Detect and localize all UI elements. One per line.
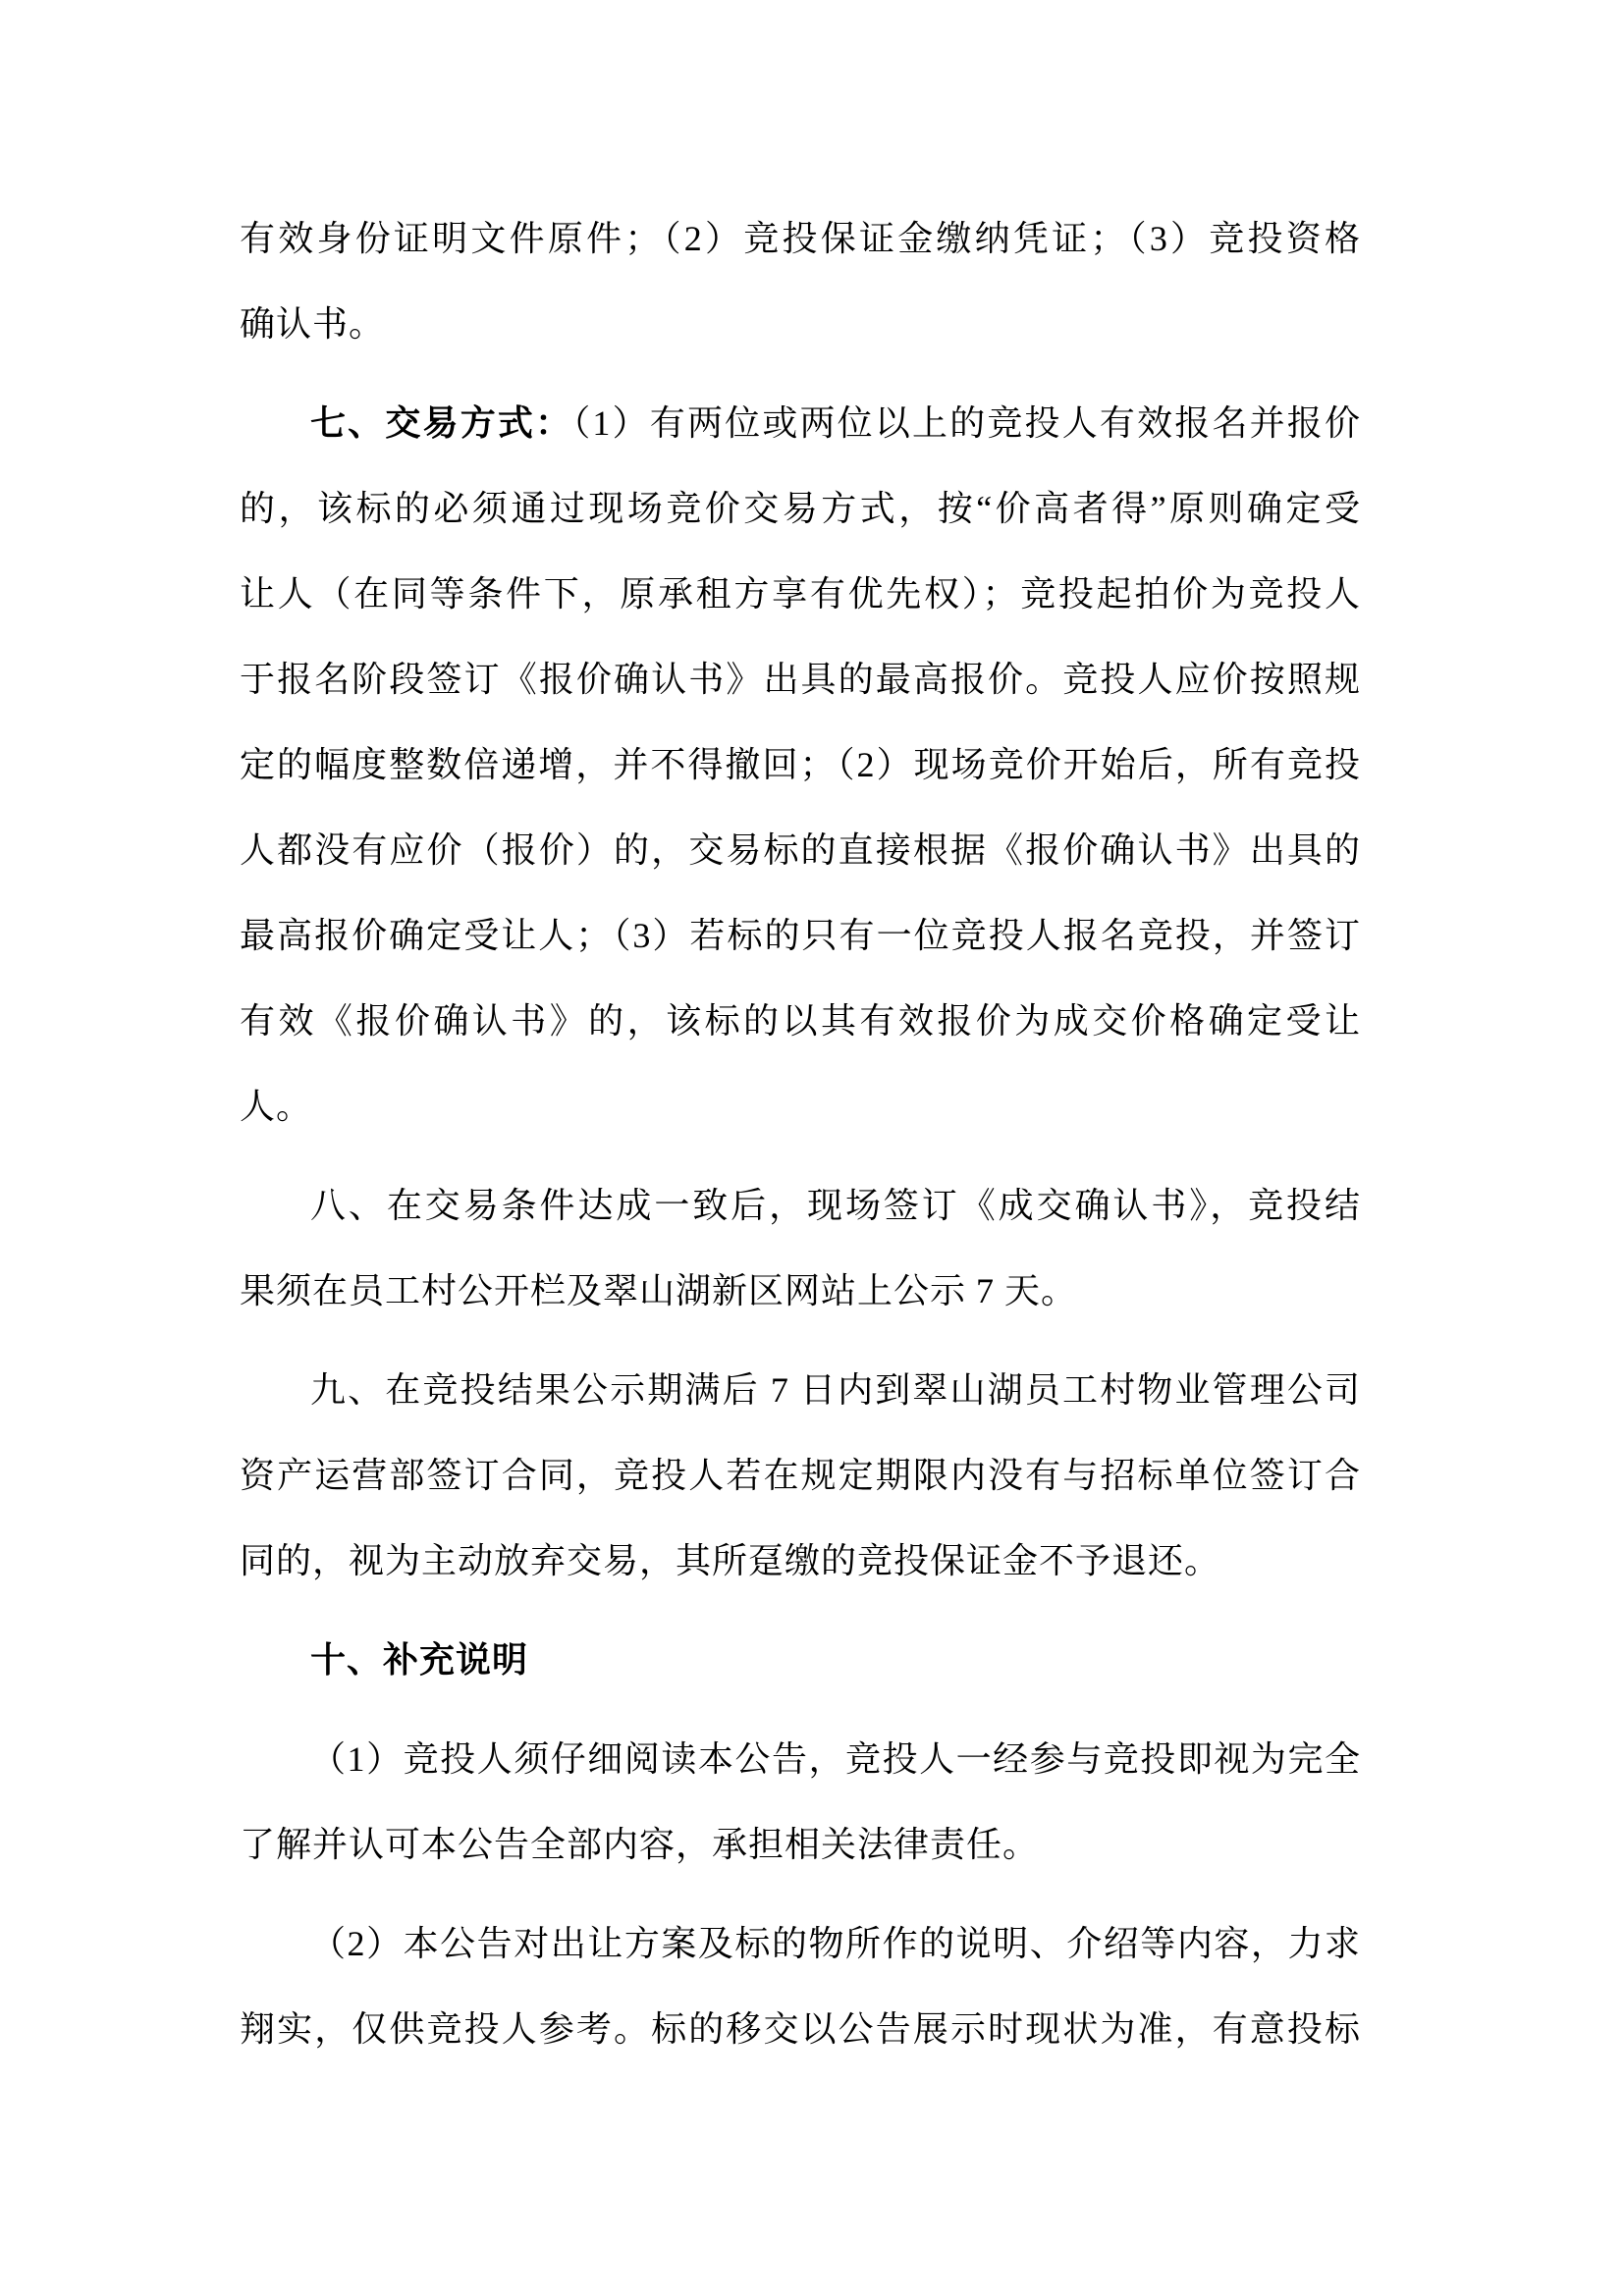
line-15 xyxy=(240,1433,1361,1519)
text-segment: 最高报价确定受让人；（3）若标的只有一位竞投人报名竞投，并签订 xyxy=(240,916,1361,955)
text-segment: 定的幅度整数倍递增，并不得撤回；（2）现场竞价开始后，所有竞投 xyxy=(240,745,1361,784)
line-17 xyxy=(240,1618,1361,1703)
line-01 xyxy=(240,196,1361,282)
text-segment: 有效《报价确认书》的，该标的以其有效报价为成交价格确定受让 xyxy=(240,1001,1361,1041)
line-16 xyxy=(240,1519,1361,1604)
text-segment: 人。 xyxy=(240,1087,313,1126)
document-body xyxy=(240,196,1361,2072)
text-segment: 八、在交易条件达成一致后，现场签订《成交确认书》，竞投结 xyxy=(310,1186,1361,1225)
line-10 xyxy=(240,979,1361,1064)
text-segment: 果须在员工村公开栏及翠山湖新区网站上公示 7 天。 xyxy=(240,1271,1078,1310)
text-segment: 翔实，仅供竞投人参考。标的移交以公告展示时现状为准，有意投标 xyxy=(240,2009,1361,2049)
text-segment: （1）有两位或两位以上的竞投人有效报名并报价 xyxy=(572,403,1361,443)
text-segment: 确认书。 xyxy=(240,304,386,344)
bold-text-segment: 七、交易方式： xyxy=(310,403,573,443)
line-13 xyxy=(240,1249,1361,1334)
line-12 xyxy=(240,1163,1361,1249)
line-21 xyxy=(240,1987,1361,2072)
line-06 xyxy=(240,637,1361,722)
text-segment: 有效身份证明文件原件；（2）竞投保证金缴纳凭证；（3）竞投资格 xyxy=(240,219,1361,258)
line-07 xyxy=(240,722,1361,808)
text-segment: 资产运营部签订合同，竞投人若在规定期限内没有与招标单位签订合 xyxy=(240,1456,1361,1495)
text-segment: 让人（在同等条件下，原承租方享有优先权）；竞投起拍价为竞投人 xyxy=(240,574,1361,614)
line-02 xyxy=(240,282,1361,367)
text-segment: （1）竞投人须仔细阅读本公告，竞投人一经参与竞投即视为完全 xyxy=(310,1739,1361,1779)
text-segment: 同的，视为主动放弃交易，其所趸缴的竞投保证金不予退还。 xyxy=(240,1541,1221,1580)
line-05 xyxy=(240,552,1361,637)
line-04 xyxy=(240,466,1361,552)
line-18 xyxy=(240,1717,1361,1802)
text-segment: 于报名阶段签订《报价确认书》出具的最高报价。竞投人应价按照规 xyxy=(240,660,1361,699)
line-03 xyxy=(240,381,1361,466)
text-segment: 了解并认可本公告全部内容，承担相关法律责任。 xyxy=(240,1825,1040,1864)
text-segment: 九、在竞投结果公示期满后 7 日内到翠山湖员工村物业管理公司 xyxy=(310,1370,1361,1410)
line-14 xyxy=(240,1348,1361,1433)
line-11 xyxy=(240,1064,1361,1149)
text-segment: 的，该标的必须通过现场竞价交易方式，按“价高者得”原则确定受 xyxy=(240,489,1361,528)
line-08 xyxy=(240,808,1361,893)
bold-text-segment: 十、补充说明 xyxy=(310,1640,529,1680)
text-segment: 人都没有应价（报价）的，交易标的直接根据《报价确认书》出具的 xyxy=(240,830,1361,870)
line-19 xyxy=(240,1802,1361,1888)
text-segment: （2）本公告对出让方案及标的物所作的说明、介绍等内容，力求 xyxy=(310,1924,1361,1963)
line-09 xyxy=(240,893,1361,979)
line-20 xyxy=(240,1901,1361,1987)
